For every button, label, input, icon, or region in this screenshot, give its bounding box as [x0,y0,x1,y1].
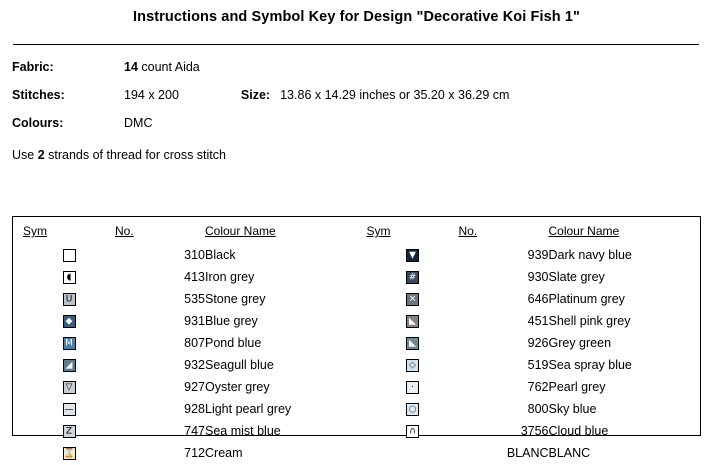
table-row [367,311,701,333]
table-row [23,289,357,311]
cell-number: BLANC [506,446,549,460]
symbol-circle-icon: ○ [406,403,419,416]
header-colour-name: Colour Name [205,224,276,238]
strands-post: strands of thread for cross stitch [44,148,226,162]
cell-colour-name: Sea mist blue [205,424,281,438]
strands-pre: Use [12,148,38,162]
table-row [367,443,701,465]
cell-symbol [367,245,459,267]
cell-symbol [367,311,459,333]
table-row [367,399,701,421]
table-row [367,355,701,377]
cell-colour-name: Oyster grey [205,380,270,394]
table-header-row [367,224,701,245]
cell-symbol [23,355,115,377]
cell-symbol [23,333,115,355]
symbol-blank-icon [406,447,419,460]
symbol-filled-drop-icon: ▼ [406,249,419,262]
strands-count: 2 [37,148,45,162]
header-sym: Sym [366,224,391,238]
table-row [367,245,701,267]
info-row-stitches [12,88,701,102]
cell-number: 451 [527,314,549,328]
table-row [367,421,701,443]
colours-value: DMC [124,116,153,130]
cell-symbol [367,421,459,443]
symbol-rounded-square-icon: ◖ [63,271,76,284]
cell-colour-name: Shell pink grey [548,314,631,328]
symbol-small-diamond-icon: ◇ [406,359,419,372]
symbol-key-box [12,216,701,460]
table-row [367,289,701,311]
table-row [23,421,357,443]
symbol-cross-x-icon: ✕ [406,293,419,306]
cell-number: 931 [184,314,205,328]
cell-number: 800 [527,402,549,416]
symbol-slash-icon: ◢ [63,359,76,372]
cell-number: 926 [527,336,549,350]
cell-colour-name: Grey green [548,336,612,350]
cell-number: 535 [184,292,205,306]
cell-number: 807 [184,336,205,350]
cell-number: 930 [527,270,549,284]
header-colour-name: Colour Name [548,224,620,238]
cell-number: 712 [184,446,205,460]
cell-colour-name: Cloud blue [548,424,609,438]
document-page [0,9,713,460]
symbol-key-table-right [367,224,701,465]
symbol-open-square-icon [63,249,76,262]
stitches-label: Stitches: [12,88,65,102]
table-row [23,377,357,399]
symbol-diamond-icon: ◆ [63,315,76,328]
symbol-hash-icon: # [406,271,419,284]
table-row [367,377,701,399]
cell-colour-name: Pond blue [205,336,262,350]
fabric-unit: count Aida [137,60,200,74]
cell-colour-name: BLANC [548,446,591,460]
cell-colour-name: Slate grey [548,270,605,284]
cell-colour-name: Seagull blue [205,358,274,372]
cell-symbol [23,311,115,333]
project-info [12,60,701,130]
table-row [23,267,357,289]
cell-number: 939 [527,248,549,262]
cell-symbol [367,377,459,399]
symbol-z-icon: Z [63,425,76,438]
header-sym: Sym [23,224,47,238]
cell-number: 310 [184,248,205,262]
symbol-dot-icon: · [406,381,419,394]
info-row-colours [12,116,701,130]
header-no: No. [115,224,134,238]
cell-colour-name: Sky blue [548,402,597,416]
table-row [23,311,357,333]
info-row-fabric [12,60,701,74]
cell-symbol [367,333,459,355]
symbol-triangle-down-icon: ▽ [63,381,76,394]
cell-symbol [367,399,459,421]
cell-colour-name: Pearl grey [548,380,606,394]
cell-number: 646 [527,292,549,306]
fabric-count: 14 [124,60,138,74]
symbol-bowtie-icon: M [63,337,76,350]
symbol-key-right-column [357,224,701,460]
colours-label: Colours: [12,116,64,130]
cell-number: 3756 [520,424,549,438]
page-title: Instructions and Symbol Key for Design "Decorative Koi Fish 1" [133,9,580,25]
header-no: No. [458,224,478,238]
symbol-key-left-column [13,224,357,460]
cell-symbol [23,245,115,267]
symbol-hourglass-icon: ⌛ [63,448,75,459]
table-row [23,355,357,377]
cell-number: 927 [184,380,205,394]
cell-colour-name: Sea spray blue [548,358,632,372]
table-header-row [23,224,357,245]
cell-symbol [367,289,459,311]
cell-symbol [23,267,115,289]
cell-colour-name: Iron grey [205,270,255,284]
cell-symbol [23,443,115,465]
symbol-arch-icon: ∩ [406,425,419,438]
symbol-corner-icon: ◣ [406,337,419,350]
fabric-label: Fabric: [12,60,54,74]
strands-note [12,148,701,162]
table-row [23,245,357,267]
table-row [367,267,701,289]
table-row [367,333,701,355]
cell-number: 932 [184,358,205,372]
cell-colour-name: Light pearl grey [205,402,292,416]
size-value: 13.86 x 14.29 inches or 35.20 x 36.29 cm [280,88,510,102]
cell-symbol [23,377,115,399]
cell-number: 413 [184,270,205,284]
cell-symbol [23,421,115,443]
cell-number: 747 [184,424,205,438]
cell-colour-name: Black [205,248,236,262]
fabric-value [124,60,200,74]
cell-colour-name: Cream [205,446,243,460]
title-divider [13,44,699,45]
cell-colour-name: Platinum grey [548,292,625,306]
cell-colour-name: Dark navy blue [548,248,632,262]
cell-symbol [23,399,115,421]
cell-symbol [367,267,459,289]
symbol-backslash-icon: ◣ [406,315,419,328]
cell-symbol [367,443,459,465]
cell-colour-name: Blue grey [205,314,258,328]
symbol-key-table-left [23,224,357,465]
cell-number: 762 [527,380,549,394]
stitches-value: 194 x 200 [124,88,179,102]
cell-number: 928 [184,402,205,416]
table-row [23,399,357,421]
size-label: Size: [240,88,271,102]
table-row [23,333,357,355]
cell-symbol [367,355,459,377]
cell-symbol [23,289,115,311]
table-row [23,443,357,465]
symbol-minus-icon: — [64,404,74,415]
cell-number: 519 [527,358,549,372]
symbol-u-shape-icon: U [63,293,76,306]
cell-colour-name: Stone grey [205,292,266,306]
